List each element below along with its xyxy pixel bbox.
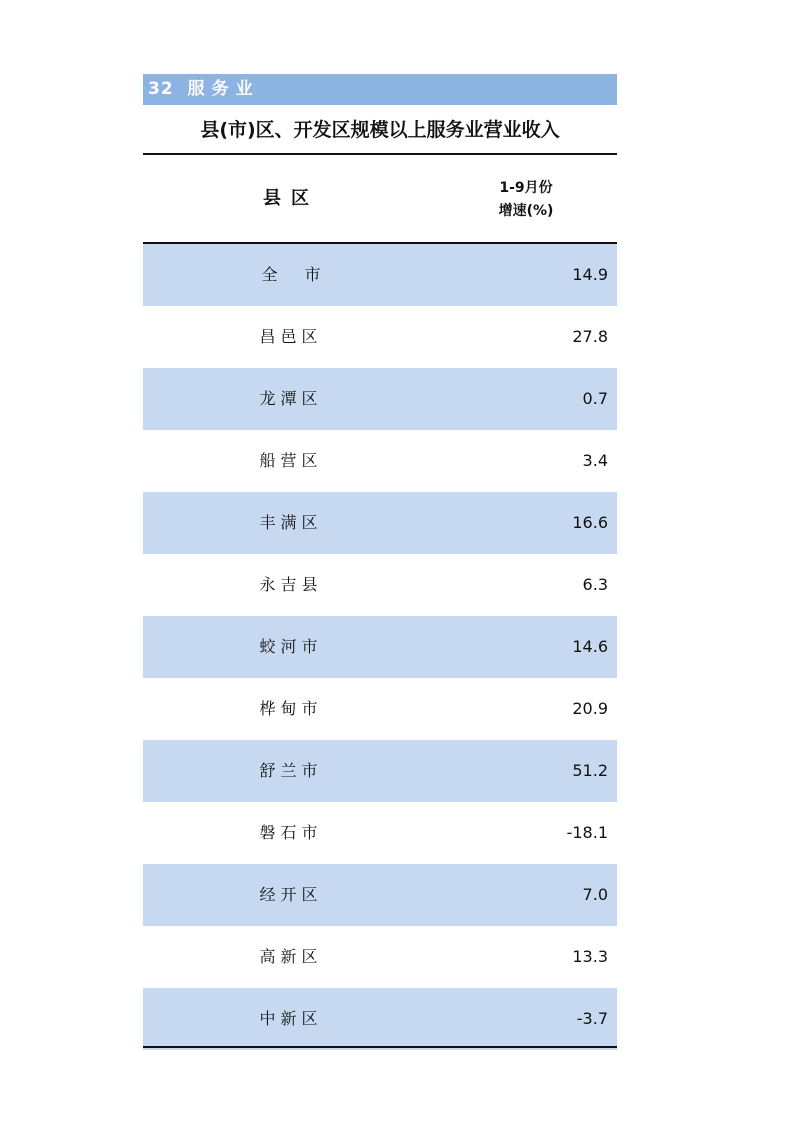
growth-cell: 0.7	[582, 389, 608, 408]
table-row	[143, 492, 617, 554]
table-row	[143, 802, 617, 864]
section-header-bar	[143, 74, 617, 105]
column-header-growth-line1: 1-9月份	[499, 180, 553, 196]
county-cell: 蛟河市	[259, 637, 323, 656]
county-cell: 高新区	[259, 947, 323, 966]
table-row	[143, 306, 617, 368]
column-header-county: 县区	[263, 188, 319, 209]
growth-cell: 3.4	[582, 451, 608, 470]
county-cell: 全市	[261, 265, 348, 284]
county-cell: 磐石市	[259, 823, 323, 842]
county-cell: 中新区	[259, 1009, 323, 1028]
growth-cell: 20.9	[572, 699, 608, 718]
table-row	[143, 430, 617, 492]
county-cell: 龙潭区	[259, 389, 323, 408]
section-name: 服务业	[187, 79, 260, 99]
county-cell: 舒兰市	[259, 761, 323, 780]
county-cell: 桦甸市	[259, 699, 323, 718]
table-row	[143, 616, 617, 678]
section-number: 32	[148, 79, 174, 99]
table-row	[143, 926, 617, 988]
growth-cell: 14.6	[572, 637, 608, 656]
county-cell: 经开区	[259, 885, 323, 904]
growth-cell: 7.0	[582, 885, 608, 904]
table-row	[143, 678, 617, 740]
table-row	[143, 740, 617, 802]
table-body	[143, 244, 617, 1050]
column-header-growth-line2: 增速(%)	[498, 203, 554, 219]
table-bottom-rule	[143, 1046, 617, 1048]
growth-cell: -3.7	[576, 1009, 608, 1028]
growth-cell: 6.3	[582, 575, 608, 594]
table-row	[143, 368, 617, 430]
growth-cell: 13.3	[572, 947, 608, 966]
county-cell: 丰满区	[259, 513, 323, 532]
county-cell: 永吉县	[259, 575, 323, 594]
table-title: 县(市)区、开发区规模以上服务业营业收入	[200, 119, 560, 141]
table-row	[143, 864, 617, 926]
growth-cell: 14.9	[572, 265, 608, 284]
table-row	[143, 554, 617, 616]
growth-cell: 27.8	[572, 327, 608, 346]
table-header	[143, 155, 617, 243]
growth-cell: 51.2	[572, 761, 608, 780]
table-row	[143, 244, 617, 306]
column-header-growth	[471, 177, 581, 223]
county-cell: 船营区	[259, 451, 323, 470]
county-cell: 昌邑区	[259, 327, 323, 346]
growth-cell: 16.6	[572, 513, 608, 532]
growth-cell: -18.1	[566, 823, 608, 842]
table-row	[143, 988, 617, 1050]
